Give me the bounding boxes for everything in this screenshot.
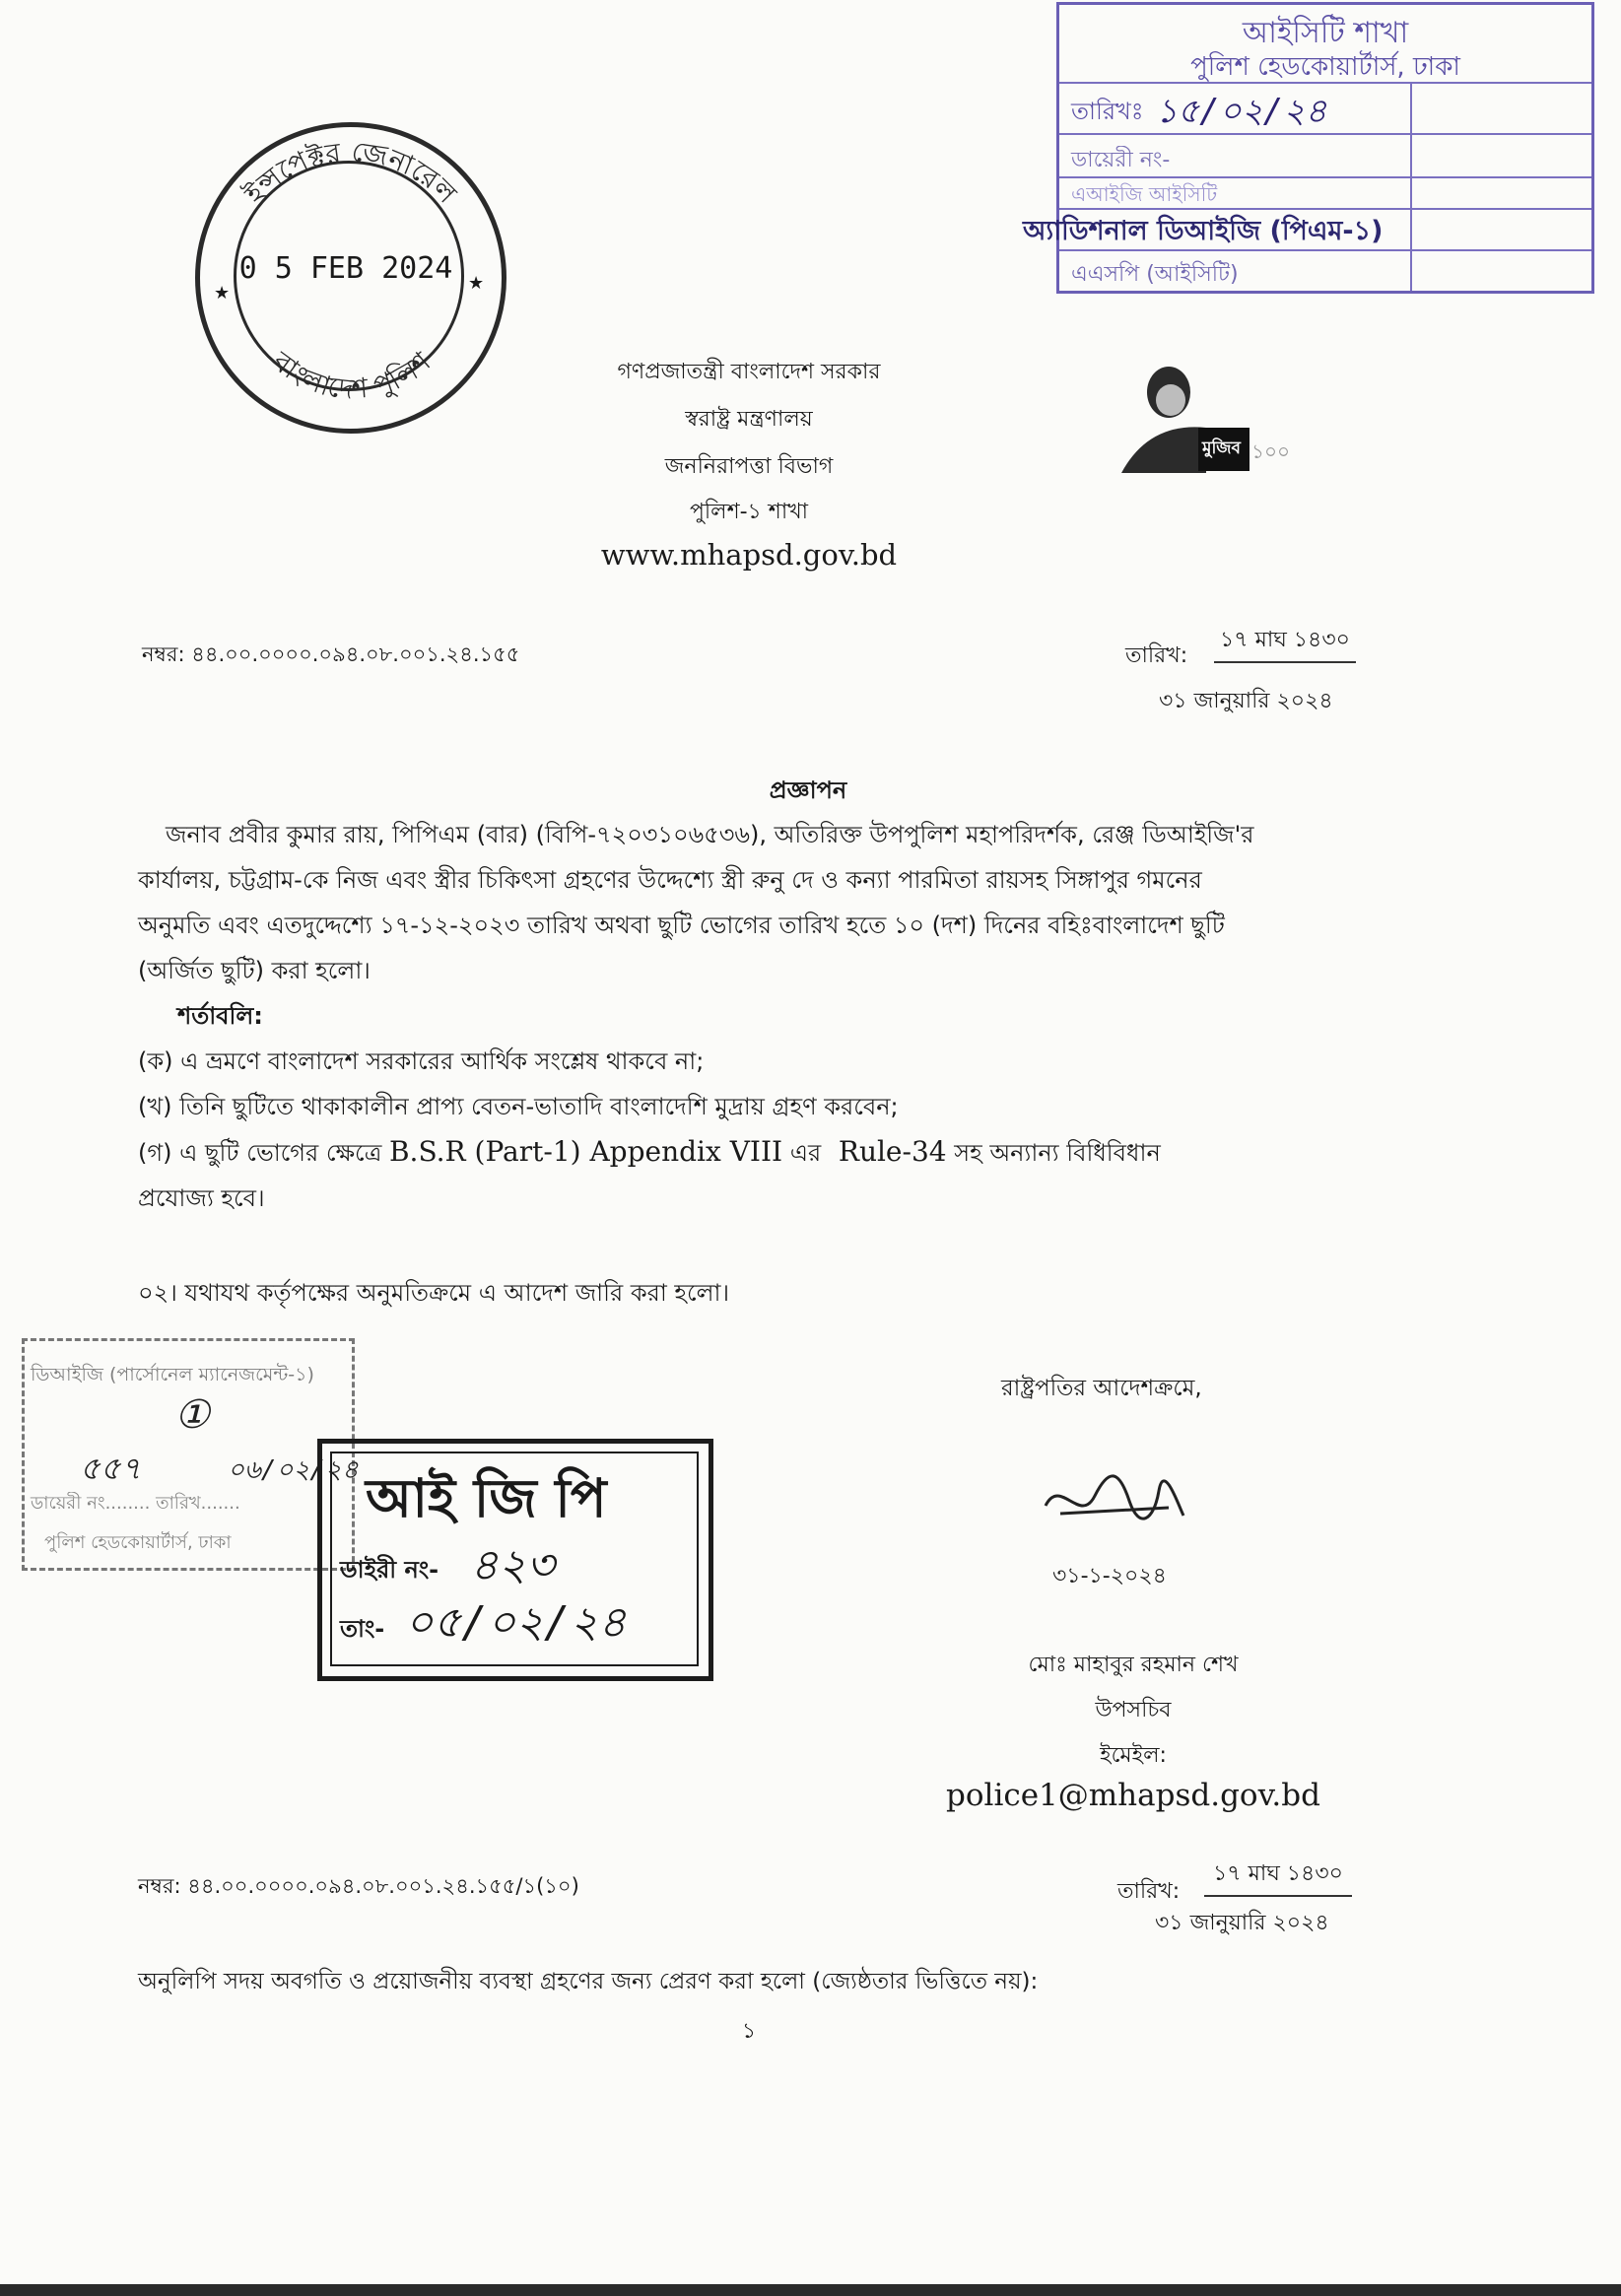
memo-date-en: ৩১ জানুয়ারি ২০২৪ xyxy=(1159,689,1333,713)
notice-paragraph xyxy=(138,812,1360,1221)
igp-diary-value: ৪২৩ xyxy=(470,1540,555,1590)
dig-stamp-line4: পুলিশ হেডকোয়ার্টার্স, ঢাকা xyxy=(44,1532,232,1553)
mujib-logo-sub: ১০০ xyxy=(1251,439,1290,463)
signatory-designation: উপসচিব xyxy=(1095,1698,1172,1722)
notice-para1-line4: (অর্জিত ছুটি) করা হলো। xyxy=(138,957,371,984)
ict-stamp-subtitle: পুলিশ হেডকোয়ার্টার্স, ঢাকা xyxy=(1190,52,1460,82)
copy-text: অনুলিপি সদয় অবগতি ও প্রয়োজনীয় ব্যবস্থা গ্রহণের জন্য প্রেরণ করা হলো (জ্যেষ্ঠতার ভিত্তিতে নয়): xyxy=(138,1969,1039,1994)
header-division: জননিরাপত্তা বিভাগ xyxy=(664,454,834,479)
mujib-logo-text: মুজিব xyxy=(1202,439,1241,458)
notice-para1-line3: অনুমতি এবং এতদুদ্দেশ্যে ১৭-১২-২০২৩ তারিখ অথবা ছুটি ভোগের তারিখ হতে ১০ (দশ) দিনের বহিঃবাংলাদেশ ছুটি xyxy=(138,912,1225,939)
copy-number: নম্বর: ৪৪.০০.০০০০.০৯৪.০৮.০০১.২৪.১৫৫/১(১০) xyxy=(138,1874,579,1898)
condition-kha: (খ) তিনি ছুটিতে থাকাকালীন প্রাপ্য বেতন-ভাতাদি বাংলাদেশি মুদ্রায় গ্রহণ করবেন; xyxy=(138,1093,899,1120)
signature-date: ৩১-১-২০২৪ xyxy=(1052,1564,1167,1588)
notice-para1-line2: কার্যালয়, চট্টগ্রাম-কে নিজ এবং স্ত্রীর চিকিৎসা গ্রহণের উদ্দেশ্যে স্ত্রী রুনু দে ও কন্যা পারমিতা রায়সহ সিঙ্গাপুর গমনের xyxy=(138,866,1202,894)
notice-para2: ০২। যথাযথ কর্তৃপক্ষের অনুমতিক্রমে এ আদেশ জারি করা হলো। xyxy=(138,1279,730,1307)
ict-date-label: তারিখঃ xyxy=(1071,98,1144,125)
condition-ka: (ক) এ ভ্রমণে বাংলাদেশ সরকারের আর্থিক সংশ্লেষ থাকবে না; xyxy=(138,1047,705,1075)
conditions-title: শর্তাবলি: xyxy=(177,1002,263,1030)
ict-date-value: ১৫/০২/২৪ xyxy=(1156,92,1327,131)
ict-aig-label: এআইজি আইসিটি xyxy=(1071,182,1218,206)
header-website: www.mhapsd.gov.bd xyxy=(600,538,898,572)
round-stamp-bottom-arc: বাংলাদেশ পুলিশ xyxy=(266,345,438,406)
condition-ga-pre: (গ) এ ছুটি ভোগের ক্ষেত্রে xyxy=(138,1139,382,1167)
signatory-email-label: ইমেইল: xyxy=(1100,1743,1167,1768)
ict-diary-label: ডায়েরী নং- xyxy=(1071,148,1171,172)
ict-asp-label: এএসপি (আইসিটি) xyxy=(1071,262,1239,287)
signatory-name: মোঃ মাহাবুর রহমান শেখ xyxy=(1028,1653,1239,1677)
round-stamp-date: 0 5 FEB 2024 xyxy=(238,251,453,286)
igp-diary-label: ডাইরী নং- xyxy=(340,1556,439,1584)
dig-stamp-line1: ডিআইজি (পার্সোনেল ম্যানেজমেন্ট-১) xyxy=(31,1364,314,1385)
dig-received-stamp xyxy=(22,1338,359,1571)
signature-order: রাষ্ট্রপতির আদেশক্রমে, xyxy=(1001,1376,1202,1401)
star-icon: ★ xyxy=(214,283,231,304)
condition-ga-mid: এর xyxy=(789,1139,822,1167)
condition-ga-bsr: B.S.R (Part-1) Appendix VIII xyxy=(388,1135,783,1168)
igp-date-label: তাং- xyxy=(340,1615,385,1643)
mujib-logo xyxy=(1119,357,1293,479)
header-branch: পুলিশ-১ শাখা xyxy=(689,500,809,524)
memo-date-label: তারিখ: xyxy=(1125,643,1188,668)
dig-stamp-line3: ডায়েরী নং........ তারিখ....... xyxy=(31,1493,240,1514)
igp-stamp-title: আই জি পি xyxy=(366,1467,607,1529)
round-stamp-top-arc: ইন্সপেক্টর জেনারেল xyxy=(237,134,464,210)
dig-stamp-date: ০৬/০২/২৪ xyxy=(228,1455,359,1485)
memo-number: নম্বর: ৪৪.০০.০০০০.০৯৪.০৮.০০১.২৪.১৫৫ xyxy=(142,642,520,666)
star-icon: ★ xyxy=(468,273,485,294)
igp-diary-stamp xyxy=(317,1439,713,1681)
condition-ga-line2: প্রযোজ্য হবে। xyxy=(138,1184,265,1212)
signature-scribble xyxy=(1041,1466,1188,1535)
ict-stamp-title: আইসিটি শাখা xyxy=(1242,16,1409,50)
dig-stamp-diary-no: ৫৫৭ xyxy=(80,1450,142,1487)
header-gov: গণপ্রজাতন্ত্রী বাংলাদেশ সরকার xyxy=(617,360,881,384)
copy-date-bn: ১৭ মাঘ ১৪৩০ xyxy=(1204,1857,1352,1897)
dig-stamp-mark: ① xyxy=(174,1392,210,1438)
notice-title: প্রজ্ঞাপন xyxy=(769,777,847,804)
condition-ga-post: সহ অন্যান্য বিধিবিধান xyxy=(954,1139,1161,1167)
header-ministry: স্বরাষ্ট্র মন্ত্রণালয় xyxy=(685,407,813,432)
memo-date-bn: ১৭ মাঘ ১৪৩০ xyxy=(1214,623,1356,663)
signatory-email: police1@mhapsd.gov.bd xyxy=(946,1778,1320,1813)
round-date-stamp xyxy=(195,122,507,434)
copy-date-en: ৩১ জানুয়ারি ২০২৪ xyxy=(1155,1911,1329,1935)
igp-date-value: ০৫/০২/২৪ xyxy=(405,1597,627,1648)
copy-date-label: তারিখ: xyxy=(1117,1879,1181,1904)
page-number: ১ xyxy=(741,2019,757,2044)
condition-ga-rule: Rule-34 xyxy=(838,1135,947,1168)
addl-dig-stamp: অ্যাডিশনাল ডিআইজি (পিএম-১) xyxy=(1023,216,1384,246)
scan-edge xyxy=(0,2284,1621,2296)
condition-ga xyxy=(138,1129,1360,1176)
notice-para1-line1: জনাব প্রবীর কুমার রায়, পিপিএম (বার) (বিপি-৭২০৩১০৬৫৩৬), অতিরিক্ত উপপুলিশ মহাপরিদর্শক, রেঞ্জ ডিআইজি'র xyxy=(166,821,1254,848)
